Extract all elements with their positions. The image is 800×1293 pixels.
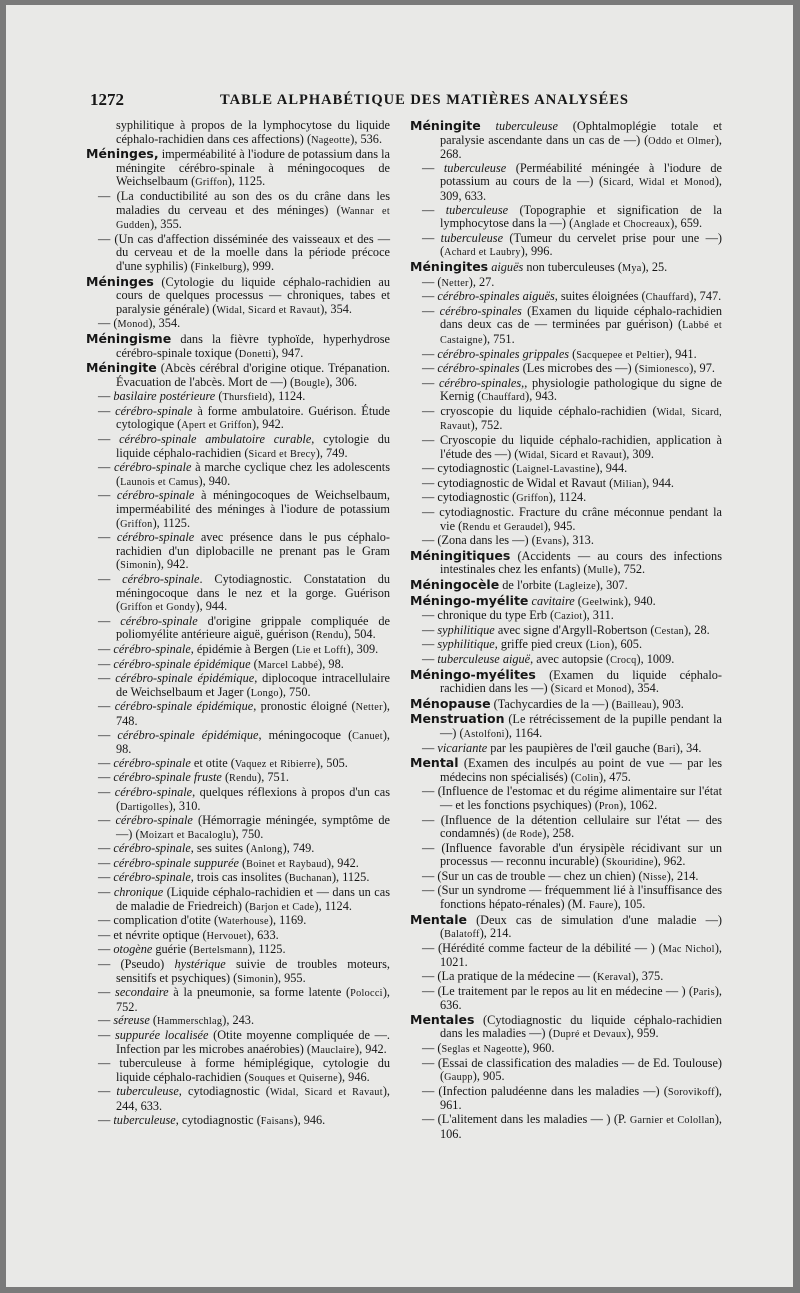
index-entry: — otogène guérie (Bertelsmann), 1125. [98,942,286,957]
index-entry: — cérébro-spinale épidémique, diplocoque intracellulaire de Weichselbaum et Jager (Longo), 750. [98,671,390,699]
index-entry: — cérébro-spinale à méningocoques de Weichselbaum, imperméabilité des méninges à l'iodure de potassium (Griffon), 1125. [98,488,390,530]
index-entry: Méningites aiguës non tuberculeuses (Mya), 25. [410,258,668,274]
index-entry: syphilitique à propos de la lymphocytose du liquide céphalo-rachidien dans ces affections) (Nageotte), 536. [116,118,390,146]
index-entry: — (Seglas et Nageotte), 960. [422,1041,555,1055]
index-entry: — cérébro-spinale, épidémie à Bergen (Lie et Lofft), 309. [98,641,379,656]
index-entry: — (Essai de classification des maladies — de Ed. Toulouse) (Gaupp), 905. [422,1055,722,1084]
index-entry: — basilaire postérieure (Thursfield), 1124. [98,389,306,404]
index-entry: Méningite tuberculeuse (Ophtalmoplégie totale et paralysie ascendante dans un cas de —) (Oddo et Olmer), 268. [410,118,722,162]
index-entry: — cérébro-spinale, ses suites (Anlong), 749. [98,841,315,856]
index-entry: — cérébro-spinale et otite (Vaquez et Ribierre), 505. [98,755,348,770]
index-entry: — (Influence de l'estomac et du régime alimentaire sur l'état — et les fonctions psychiques) (Pron), 1062. [422,784,722,812]
index-entry: — cérébro-spinale à forme ambulatoire. Guérison. Étude cytologique (Apert et Griffon), 942. [98,403,390,432]
index-entry: Méningocèle de l'orbite (Lagleize), 307. [410,577,628,592]
index-column-left [86,119,390,1128]
index-entry: — cérébro-spinales (Les microbes des —) (Simionesco), 97. [422,361,715,376]
index-entry: — cérébro-spinale ambulatoire curable, cytologie du liquide céphalo-rachidien (Sicard et Brecy), 749. [98,432,391,460]
index-entry: — cytodiagnostic. Fracture du crâne méconnue pendant la vie (Rendu et Geraudel), 945. [422,505,722,533]
index-entry: — Cryoscopie du liquide céphalo-rachidien, application à l'étude des —) (Widal, Sicard et Ravaut), 309. [422,433,722,461]
index-entry: — cérébro-spinales aiguës, suites éloignées (Chauffard), 747. [422,289,722,304]
index-entry: Méningitiques (Accidents — au cours des infections intestinales chez les enfants) (Mulle), 752. [410,547,722,577]
index-entry: — cytodiagnostic (Griffon), 1124. [422,490,587,505]
index-entry: — secondaire à la pneumonie, sa forme latente (Polocci), 752. [98,985,390,1014]
index-entry: Mental (Examen des inculpés au point de vue — par les médecins non spécialisés) (Colin), 475. [410,755,722,784]
index-entry: — vicariante par les paupières de l'œil gauche (Bari), 34. [422,740,702,755]
index-entry: — (Le traitement par le repos au lit en médecine — ) (Paris), 636. [422,983,722,1013]
index-entry: — (Hérédité comme facteur de la débilité — ) (Mac Nichol), 1021. [422,940,722,970]
index-entry: — (Sur un syndrome — fréquemment lié à l'insuffisance des fonctions hépato-rénales) (M. Faure), 105. [422,883,722,912]
index-entry: Mentales (Cytodiagnostic du liquide céphalo-rachidien dans les maladies —) (Dupré et Devaux), 959. [410,1011,722,1041]
index-entry: — cérébro-spinale (Hémorragie méningée, symptôme de —) (Moizart et Bacaloglu), 750. [98,813,390,841]
index-entry: — cytodiagnostic de Widal et Ravaut (Milian), 944. [422,475,674,490]
index-entry: Méningite (Abcès cérébral d'origine otique. Trépanation. Évacuation de l'abcès. Mort de —) (Bougle), 306. [86,360,390,389]
index-entry: Méningo-myélites (Examen du liquide céphalo-rachidien dans les —) (Sicard et Monod), 354. [410,666,722,696]
index-entry: — cérébro-spinale épidémique (Marcel Labbé), 98. [98,656,344,671]
index-entry: Mentale (Deux cas de simulation d'une maladie —) (Balatoff), 214. [410,911,722,941]
index-entry: — cytodiagnostic (Laignel-Lavastine), 944. [422,461,628,476]
index-entry: — cérébro-spinales grippales (Sacquepee et Peltier), 941. [422,346,697,361]
index-entry: — (Zona dans les —) (Evans), 313. [422,533,594,548]
index-entry: — (Infection paludéenne dans les maladies —) (Sorovikoff), 961. [422,1083,722,1113]
index-entry: — séreuse (Hammerschlag), 243. [98,1013,255,1028]
index-entry: Méninges, imperméabilité à l'iodure de potassium dans la méningite cérébro-spinale à méningocoques de Weichselbaum (Griffon), 1125. [86,146,390,189]
index-entry: — cérébro-spinales (Examen du liquide céphalo-rachidien dans deux cas de — terminées par guérison) (Labbé et Castaigne), 751. [422,303,722,346]
index-entry: — (L'alitement dans les maladies — ) (P. Garnier et Colollan), 106. [422,1111,722,1141]
index-entry: — suppurée localisée (Otite moyenne compliquée de —. Infection par les microbes anaérobies) (Mauclaire), 942. [98,1028,390,1056]
index-entry: — cérébro-spinale avec présence dans le pus céphalo-rachidien d'un diplobacille ne prenant pas le Gram (Simonin), 942. [98,530,390,572]
index-entry: — tuberculeuse à forme hémiplégique, cytologie du liquide céphalo-rachidien (Souques et Quiserne), 946. [98,1056,390,1084]
index-entry: — syphilitique avec signe d'Argyll-Robertson (Cestan), 28. [422,622,710,637]
index-entry: — complication d'otite (Waterhouse), 1169. [98,913,307,928]
index-entry: — cryoscopie du liquide céphalo-rachidien (Widal, Sicard, Ravaut), 752. [422,403,722,433]
page-number: 1272 [90,90,124,109]
index-entry: Menstruation (Le rétrécissement de la pupille pendant la —) (Astolfoni), 1164. [410,711,722,740]
index-entry: — chronique du type Erb (Caziot), 311. [422,608,614,623]
index-entry: — cérébro-spinale suppurée (Boinet et Raybaud), 942. [98,855,359,870]
index-entry: Ménopause (Tachycardies de la —) (Bailleau), 903. [410,695,684,711]
index-entry: — (La conductibilité au son des os du crâne dans les maladies du cerveau et des méninges) (Wannar et Gudden), 355. [98,188,390,232]
index-entry: — tuberculeuse (Tumeur du cervelet prise pour une —) (Achard et Laubry), 996. [422,230,723,259]
index-entry: — syphilitique, griffe pied creux (Lion), 605. [422,637,643,652]
index-entry: — tuberculeuse aiguë, avec autopsie (Crocq), 1009. [422,651,675,666]
index-entry: — cérébro-spinale, quelques réflexions à propos d'un cas (Dartigolles), 310. [98,784,390,813]
index-entry: Méningo-myélite cavitaire (Geelwink), 940. [410,592,656,608]
index-entry: — cérébro-spinale fruste (Rendu), 751. [98,770,289,785]
index-entry: — (Un cas d'affection disséminée des vaisseaux et des — du cerveau et de la moelle dans la période précoce d'une syphilis) (Finkelburg), 999. [98,231,390,273]
index-entry: — (Influence de la détention cellulaire sur l'état — des condamnés) (de Rode), 258. [422,812,722,841]
index-entry: — cérébro-spinale. Cytodiagnostic. Constatation du méningocoque dans le nez et la gorge. Guérison (Griffon et Gondy), 944. [98,572,390,614]
index-entry: — cérébro-spinale à marche cyclique chez les adolescents (Launois et Camus), 940. [98,460,390,488]
index-entry: — cérébro-spinale épidémique, méningocoque (Canuet), 98. [98,727,390,757]
index-entry: Méninges (Cytologie du liquide céphalo-rachidien au cours de quelques processus — chroniques, tabes et paralysie générale) (Widal, Sicard et Ravaut), 354. [86,273,390,316]
running-title: TABLE ALPHABÉTIQUE DES MATIÈRES ANALYSÉES [220,92,629,108]
index-entry: — tuberculeuse, cytodiagnostic (Faisans), 946. [98,1112,326,1127]
index-entry: — tuberculeuse (Topographie et signification de la lymphocytose dans la —) (Anglade et Chocreaux), 659. [422,202,722,231]
index-entry: — tuberculeuse (Perméabilité méningée à l'iodure de potassium au cours de la —) (Sicard, Widal et Monod), 309, 633. [422,160,722,203]
index-entry: — cérébro-spinale d'origine grippale compliquée de poliomyélite antérieure aiguë, guérison (Rendu), 504. [98,613,390,642]
index-entry: — (Pseudo) hystérique suivie de troubles moteurs, sensitifs et psychiques) (Simonin), 955. [98,957,390,985]
index-entry: — (Monod), 354. [98,316,181,331]
index-entry: — cérébro-spinales,, physiologie pathologique du signe de Kernig (Chauffard), 943. [422,375,722,404]
index-entry: — (Netter), 27. [422,274,495,289]
index-entry: — cérébro-spinale épidémique, pronostic éloigné (Netter), 748. [98,699,390,728]
index-entry: — tuberculeuse, cytodiagnostic (Widal, Sicard et Ravaut), 244, 633. [98,1084,390,1113]
index-entry: — et névrite optique (Hervouet), 633. [98,927,279,942]
index-entry: — cérébro-spinale, trois cas insolites (Buchanan), 1125. [98,870,370,885]
page-header [90,90,730,112]
index-entry: — (La pratique de la médecine — (Keraval), 375. [422,969,664,984]
index-entry: — (Influence favorable d'un érysipèle récidivant sur un processus — reconnu incurable) (Skouridine), 962. [422,840,722,869]
index-column-right [410,119,722,1141]
index-entry: — (Sur un cas de trouble — chez un chien) (Nisse), 214. [422,868,699,883]
index-entry: Méningisme dans la fièvre typhoïde, hyperhydrose cérébro-spinale toxique (Donetti), 947. [86,330,390,360]
index-entry: — chronique (Liquide céphalo-rachidien et — dans un cas de maladie de Friedreich) (Barjon et Cade), 1124. [98,885,391,913]
